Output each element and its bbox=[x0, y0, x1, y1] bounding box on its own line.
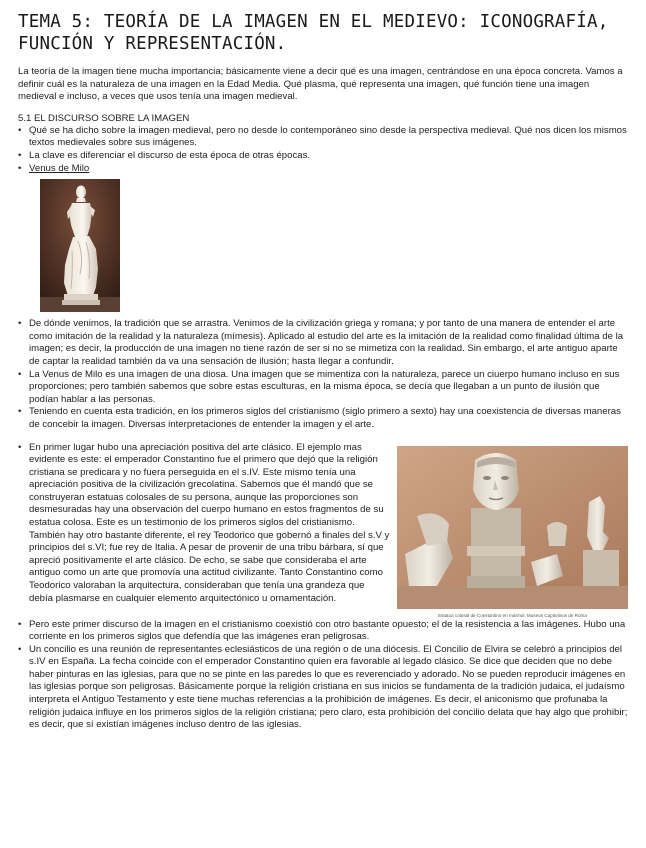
list-item: • La Venus de Milo es una imagen de una diosa. Una imagen que se mimentiza con la naturaleza, parece un ciuerpo humano incluso en sus proporciones; pero también sabemos que sobre estas esculturas, en la misma época, se decía que llegaban a un punto de ilusión que podían hablar a las personas. bbox=[18, 369, 628, 407]
venus-de-milo-image bbox=[40, 179, 120, 312]
section-heading: 5.1 EL DISCURSO SOBRE LA IMAGEN bbox=[18, 112, 190, 124]
bullet-list bbox=[18, 318, 628, 431]
list-item: • Teniendo en cuenta esta tradición, en los primeros siglos del cristianismo (siglo primero a sexto) hay una coexistencia de diversas maneras de concebir la imagen. Diversas interpretaciones de entender la imagen y el arte. bbox=[18, 406, 628, 431]
list-item: • En primer lugar hubo una apreciación positiva del arte clásico. El ejemplo mas evidente es este: el emperador Constantino fue el primero que dejó que la religión cristiana se predicara y no fuera perseguida en el s.IV. Este mismo tenía una apreciación positiva de la civilización grecolatina. Sabemos que él mandó que se construyeran estatuas colosales de su persona, aunque las proporciones son desmesuradas hay una observación del cuerpo humano en estos fragmentos de su estatua colosa. Este es un testimonio de los primeros siglos del cristianismo. También hay otro bastante diferente, el rey Teodorico que gobernó a finales del s.V y principios del s.VI; fue rey de Italia. A pesar de provenir de una tribu bárbara, sí que apreció positivamente el arte clásico. De echo, se sabe que consideraba el arte antiguo como un arte que promovía una actitud civilizante. Tanto Constantino como Teodorico valoraban la arquitectura, consideraban que tenía una grandeza que debía plasmarse en cualquier elemento arquitectónico u ornamentación. bbox=[18, 442, 391, 606]
list-item: • Qué se ha dicho sobre la imagen medieval, pero no desde lo contemporáneo sino desde la perspectiva medieval. Qué nos dicen los mismos textos medievales sobre sus imágenes. bbox=[18, 125, 628, 150]
intro-paragraph: La teoría de la imagen tiene mucha importancia; básicamente viene a decir qué es una imagen, centrándose en una época concreta. Vamos a definir cuál es la naturaleza de una imagen en la Edad Media. Qué plasma, qué representa una imagen, qué función tiene una imagen medieval e incluso, a veces que usos tenía una imagen medieval. bbox=[18, 66, 623, 103]
figure-caption: Estatua colosal de Constantino en mármol. Museos Capitolinos de Roma bbox=[438, 612, 587, 618]
bullet-list bbox=[18, 644, 628, 732]
constantine-statue-image bbox=[397, 446, 628, 609]
bullet-list bbox=[18, 125, 628, 312]
list-item: • Pero este primer discurso de la imagen en el cristianismo coexistió con otro bastante opuesto; el de la resistencia a las imágenes. Hubo una corriente en los primeros siglos que defendía que las imágenes eran peligrosas. bbox=[18, 619, 628, 644]
page-title: TEMA 5: TEORÍA DE LA IMAGEN EN EL MEDIEVO: ICONOGRAFÍA, FUNCIÓN Y REPRESENTACIÓN. bbox=[18, 12, 609, 54]
list-item: • La clave es diferenciar el discurso de esta época de otras épocas. bbox=[18, 150, 628, 163]
list-item bbox=[18, 163, 628, 313]
bullet-list bbox=[18, 619, 628, 644]
bullet-list bbox=[18, 442, 391, 619]
figure bbox=[397, 446, 628, 619]
list-item: • De dónde venimos, la tradición que se arrastra. Venimos de la civilización griega y romana; y por tanto de una manera de entender el arte como imitación de la realidad y la naturaleza (mímesis). Aplicado al estudio del arte es la imitación de la realidad como finalidad última de la imagen; es decir, la producción de una imagen no tiene razón de ser si no se mimetiza con la realidad. Sin embargo, el arte antiguo aparte de captar la realidad también da va una sensación de ilusión; hasta llegar a confundir. bbox=[18, 318, 628, 368]
constantine-section bbox=[18, 442, 628, 619]
venus-de-milo-link[interactable]: Venus de Milo bbox=[29, 162, 90, 174]
list-item: • Un concilio es una reunión de representantes eclesiásticos de una región o de una diócesis. El Concilio de Elvira se celebró a principios del s.IV en España. La fecha coincide con el emperador Constantino quien era favorable al legado clásico. Se dice que deciden que no debe haber pinturas en las iglesias, para que no se pinte en las paredes lo que es reverenciado y adorado. No se pueden reproducir imágenes en las iglesias porque son peligrosas. Básicamente porque la religión cristiana en sus inicios se fundamenta de la tradición judaica, el judaísmo interpreta el Antiguo Testamento y este tiene muchas referencias a la prohibición de imágenes. Es decir, el aniconismo que profunaba la religión judaica influye en los primeros siglos de la religión cristiana; pero claro, esta prohibición del concilio delata que hay algo que prohibir; es decir, que sí existían imágenes incluso dentro de las iglesias. bbox=[18, 644, 628, 732]
